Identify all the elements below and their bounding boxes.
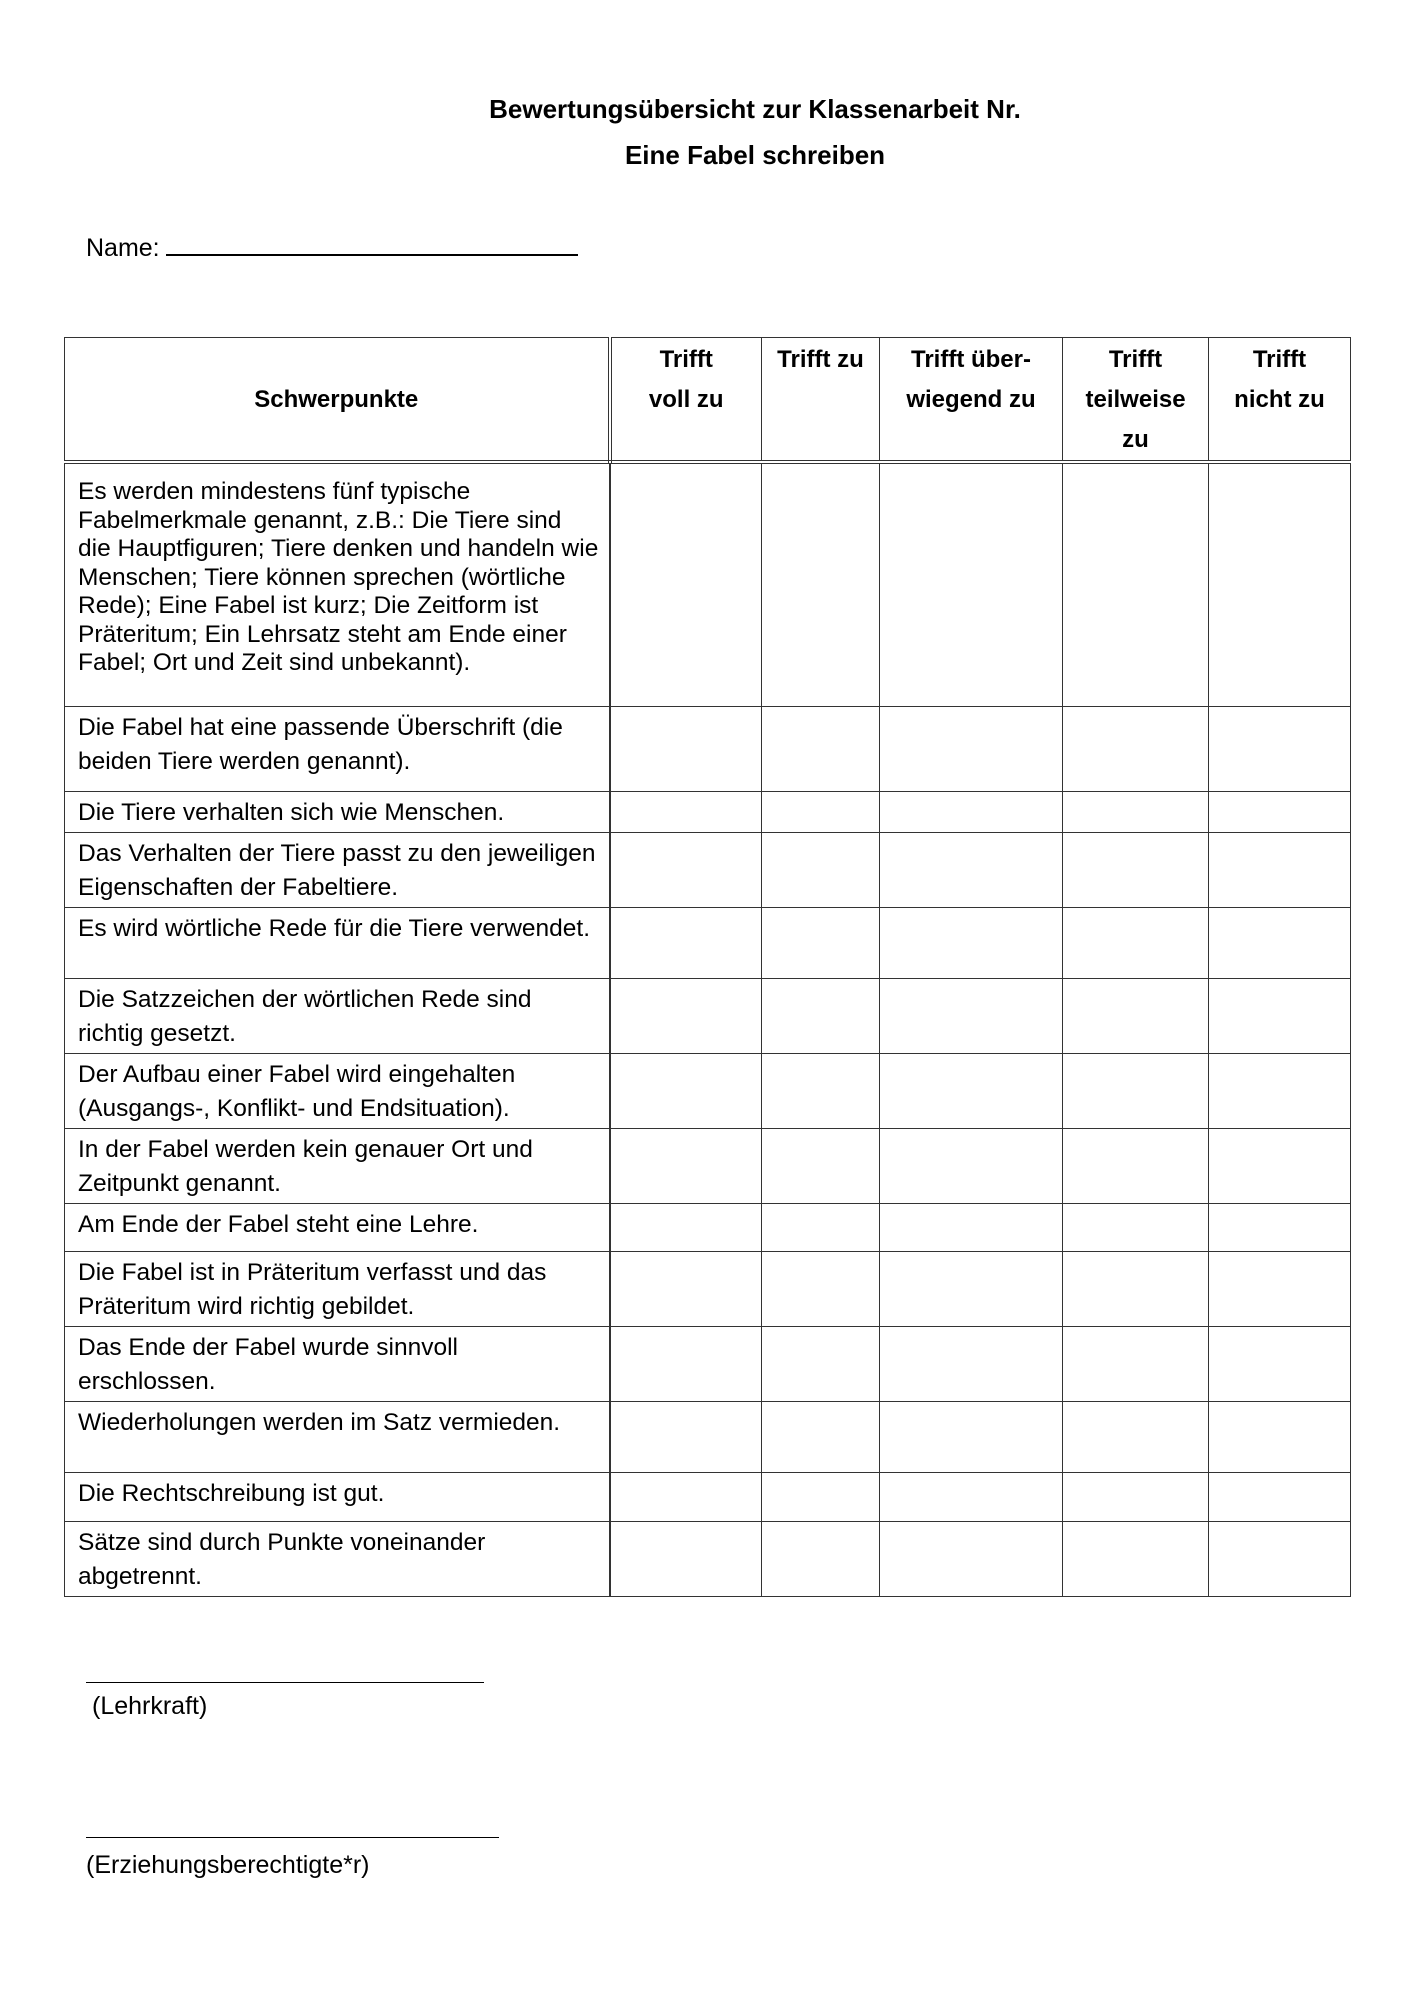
document-title: Bewertungsübersicht zur Klassenarbeit Nr. (489, 94, 1021, 124)
criterion-text: In der Fabel werden kein genauer Ort und Zeitpunkt genannt. (65, 1128, 610, 1203)
rating-cell[interactable] (762, 1053, 880, 1128)
table-row (65, 1326, 1351, 1401)
table-row (65, 462, 1351, 706)
rating-cell[interactable] (880, 978, 1063, 1053)
table-row (65, 978, 1351, 1053)
rating-cell[interactable] (880, 1203, 1063, 1251)
rating-cell[interactable] (880, 1053, 1063, 1128)
criterion-text: Das Verhalten der Tiere passt zu den jeweiligen Eigenschaften der Fabeltiere. (65, 832, 610, 907)
rating-cell[interactable] (1063, 1203, 1209, 1251)
rating-cell[interactable] (610, 1472, 762, 1521)
criterion-text: Es wird wörtliche Rede für die Tiere verwendet. (65, 907, 610, 978)
rating-cell[interactable] (610, 1053, 762, 1128)
table-row (65, 1401, 1351, 1472)
header-trifft-nicht-zu: Trifft nicht zu (1209, 338, 1351, 463)
teacher-signature-label: (Lehrkraft) (92, 1692, 208, 1720)
rating-cell[interactable] (880, 1128, 1063, 1203)
rating-cell[interactable] (762, 1326, 880, 1401)
rating-cell[interactable] (1209, 832, 1351, 907)
rating-cell[interactable] (880, 462, 1063, 706)
rating-cell[interactable] (762, 791, 880, 832)
rating-cell[interactable] (762, 978, 880, 1053)
rating-cell[interactable] (1209, 462, 1351, 706)
rating-cell[interactable] (1209, 1472, 1351, 1521)
criterion-text: Es werden mindestens fünf typische Fabelmerkmale genannt, z.B.: Die Tiere sind die Hauptfiguren; Tiere denken und handeln wie Menschen; Tiere können sprechen (wörtliche Rede); Eine Fabel ist kurz; Die Zeitform ist Präteritum; Ein Lehrsatz steht am Ende einer Fabel; Ort und Zeit sind unbekannt). (65, 462, 610, 706)
table-row (65, 791, 1351, 832)
rating-cell[interactable] (762, 1401, 880, 1472)
guardian-signature-label: (Erziehungsberechtigte*r) (86, 1851, 370, 1879)
rating-cell[interactable] (762, 1251, 880, 1326)
rating-cell[interactable] (880, 706, 1063, 791)
table-row (65, 832, 1351, 907)
table-row (65, 1472, 1351, 1521)
table-row (65, 1203, 1351, 1251)
rating-cell[interactable] (1209, 1203, 1351, 1251)
rating-cell[interactable] (880, 1251, 1063, 1326)
rating-cell[interactable] (1063, 462, 1209, 706)
rating-cell[interactable] (610, 1326, 762, 1401)
rating-cell[interactable] (1063, 1326, 1209, 1401)
document-subtitle: Eine Fabel schreiben (624, 140, 886, 170)
header-schwerpunkte: Schwerpunkte (65, 338, 610, 463)
rating-cell[interactable] (610, 1203, 762, 1251)
rating-cell[interactable] (880, 1326, 1063, 1401)
rating-cell[interactable] (610, 791, 762, 832)
rating-cell[interactable] (610, 832, 762, 907)
rating-cell[interactable] (762, 1521, 880, 1596)
rating-cell[interactable] (610, 462, 762, 706)
rating-cell[interactable] (1063, 1128, 1209, 1203)
rating-cell[interactable] (1063, 791, 1209, 832)
rating-cell[interactable] (610, 1251, 762, 1326)
rating-cell[interactable] (1063, 706, 1209, 791)
rating-cell[interactable] (610, 978, 762, 1053)
table-row (65, 1521, 1351, 1596)
rating-cell[interactable] (1063, 978, 1209, 1053)
rating-cell[interactable] (762, 462, 880, 706)
name-blank-line (166, 228, 578, 256)
rating-cell[interactable] (1209, 1251, 1351, 1326)
rating-cell[interactable] (1063, 1251, 1209, 1326)
name-field (86, 228, 578, 265)
rating-cell[interactable] (762, 832, 880, 907)
table-row (65, 1053, 1351, 1128)
rating-cell[interactable] (880, 791, 1063, 832)
criterion-text: Wiederholungen werden im Satz vermieden. (65, 1401, 610, 1472)
table-row (65, 706, 1351, 791)
rating-table (64, 337, 1351, 1597)
rating-cell[interactable] (1209, 706, 1351, 791)
rating-cell[interactable] (610, 706, 762, 791)
table-row (65, 907, 1351, 978)
rating-cell[interactable] (1063, 1401, 1209, 1472)
rating-cell[interactable] (610, 1401, 762, 1472)
header-trifft-teilweise-zu: Trifft teilweise zu (1063, 338, 1209, 463)
rating-cell[interactable] (1209, 1521, 1351, 1596)
rating-cell[interactable] (1209, 791, 1351, 832)
rating-cell[interactable] (880, 1472, 1063, 1521)
rating-cell[interactable] (762, 1203, 880, 1251)
table-row (65, 1128, 1351, 1203)
criterion-text: Die Tiere verhalten sich wie Menschen. (65, 791, 610, 832)
rating-cell[interactable] (762, 706, 880, 791)
rating-cell[interactable] (1209, 978, 1351, 1053)
rating-cell[interactable] (1209, 1401, 1351, 1472)
rating-cell[interactable] (610, 1521, 762, 1596)
header-trifft-voll-zu: Trifft voll zu (610, 338, 762, 463)
criterion-text: Das Ende der Fabel wurde sinnvoll erschlossen. (65, 1326, 610, 1401)
table-header-row (65, 338, 1351, 463)
criterion-text: Die Fabel hat eine passende Überschrift (die beiden Tiere werden genannt). (65, 706, 610, 791)
rating-cell[interactable] (880, 907, 1063, 978)
rating-cell[interactable] (610, 907, 762, 978)
rating-cell[interactable] (880, 1521, 1063, 1596)
header-trifft-ueberwiegend-zu: Trifft über-wiegend zu (880, 338, 1063, 463)
guardian-signature-line (86, 1837, 499, 1838)
header-trifft-zu: Trifft zu (762, 338, 880, 463)
rating-cell[interactable] (1063, 1472, 1209, 1521)
rating-cell[interactable] (1209, 1053, 1351, 1128)
table-row (65, 1251, 1351, 1326)
teacher-signature-line (86, 1682, 484, 1683)
criterion-text: Sätze sind durch Punkte voneinander abgetrennt. (65, 1521, 610, 1596)
criterion-text: Der Aufbau einer Fabel wird eingehalten (Ausgangs-, Konflikt- und Endsituation). (65, 1053, 610, 1128)
name-label: Name: (86, 234, 160, 262)
criterion-text: Am Ende der Fabel steht eine Lehre. (65, 1203, 610, 1251)
rating-cell[interactable] (1209, 907, 1351, 978)
rating-cell[interactable] (1063, 832, 1209, 907)
rating-cell[interactable] (1063, 1053, 1209, 1128)
rating-cell[interactable] (1063, 1521, 1209, 1596)
rating-cell[interactable] (762, 1128, 880, 1203)
rating-cell[interactable] (880, 1401, 1063, 1472)
rating-cell[interactable] (880, 832, 1063, 907)
rating-cell[interactable] (762, 907, 880, 978)
rating-cell[interactable] (610, 1128, 762, 1203)
criterion-text: Die Fabel ist in Präteritum verfasst und das Präteritum wird richtig gebildet. (65, 1251, 610, 1326)
rating-cell[interactable] (762, 1472, 880, 1521)
rating-cell[interactable] (1209, 1128, 1351, 1203)
rating-cell[interactable] (1063, 907, 1209, 978)
criterion-text: Die Rechtschreibung ist gut. (65, 1472, 610, 1521)
criterion-text: Die Satzzeichen der wörtlichen Rede sind richtig gesetzt. (65, 978, 610, 1053)
rating-cell[interactable] (1209, 1326, 1351, 1401)
